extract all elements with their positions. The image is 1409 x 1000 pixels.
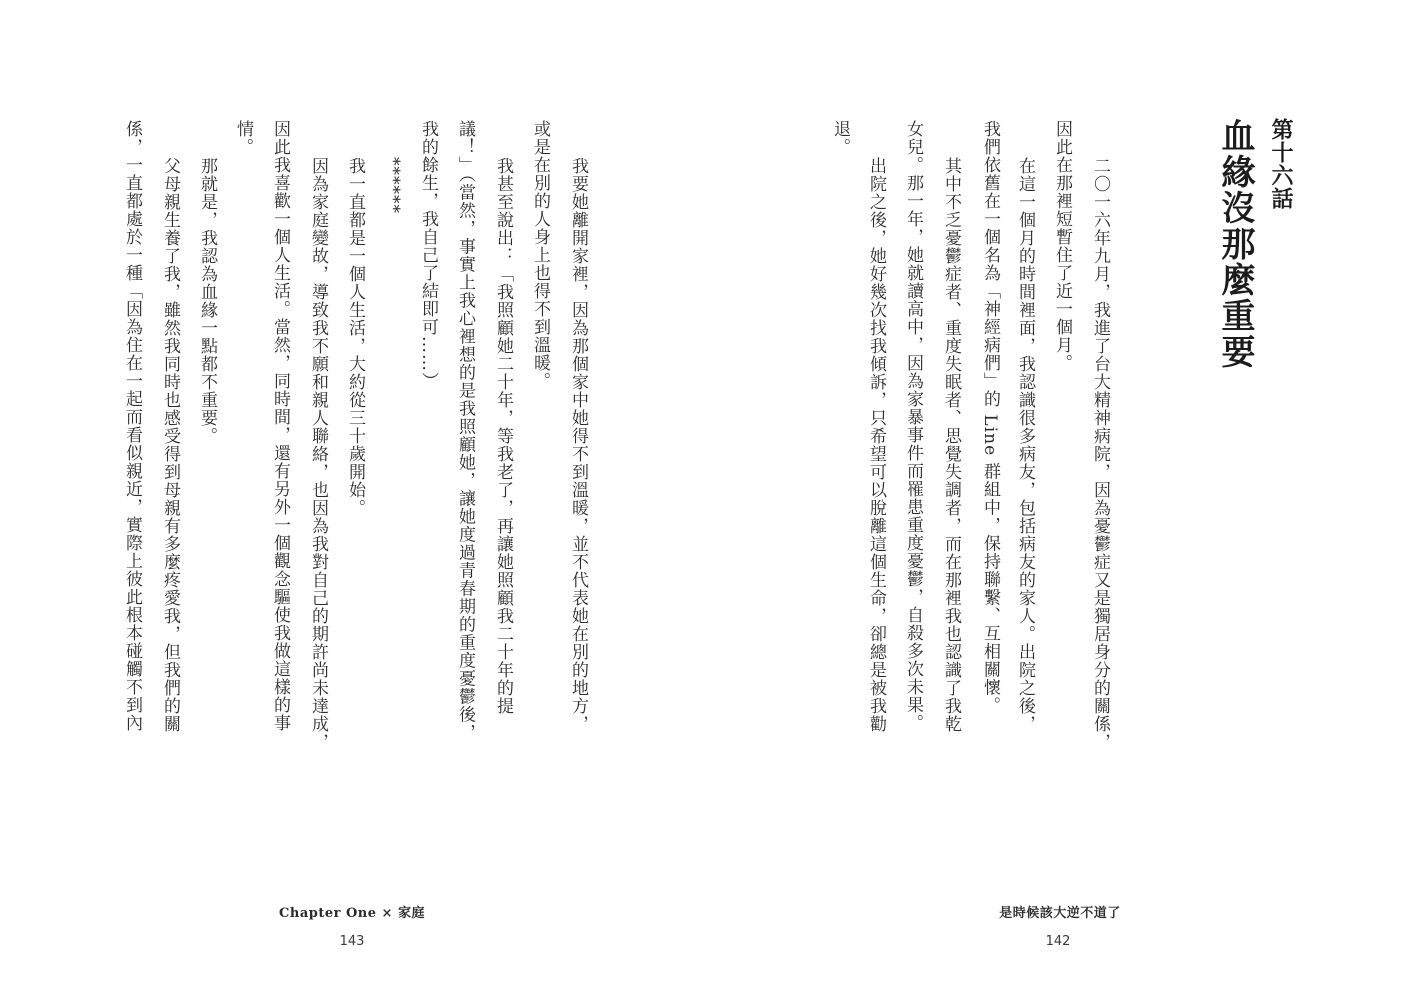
text-column: 因此在那裡短暫住了近一個月。 — [1052, 120, 1072, 372]
chapter-title: 血緣沒那麼重要 — [1215, 118, 1255, 370]
running-title: Chapter One × 家庭 — [279, 906, 425, 921]
left-page — [0, 0, 704, 1000]
text-column: 因此我喜歡一個人生活。當然，同時間，還有另外一個觀念驅使我做這樣的事 — [270, 120, 290, 732]
text-column: 議！」（當然，事實上我心裡想的是我照顧她，讓她度過青春期的重度憂鬱後， — [455, 120, 475, 742]
text-column: 係，一直都處於一種「因為住在一起而看似親近，實際上彼此根本碰觸不到內 — [122, 120, 142, 732]
section-divider: ****** — [383, 157, 403, 214]
text-column: 出院之後，她好幾次找我傾訴，只希望可以脫離這個生命，卻總是被我勸 — [866, 157, 886, 733]
text-column: 我一直都是一個人生活，大約從三十歲開始。 — [345, 157, 365, 517]
text-column: 父母親生養了我，雖然我同時也感受得到母親有多麼疼愛我，但我們的關 — [160, 157, 180, 733]
right-page — [705, 0, 1409, 1000]
text-column: 因為家庭變故，導致我不願和親人聯絡，也因為我對自己的期許尚未達成， — [308, 157, 328, 751]
chapter-number: 第十六話 — [1268, 118, 1293, 210]
text-column: 我要她離開家裡，因為那個家中她得不到溫暖，並不代表她在別的地方， — [568, 157, 588, 733]
text-column: 二〇一六年九月，我進了台大精神病院，因為憂鬱症又是獨居身分的關係， — [1090, 157, 1110, 751]
running-title: 是時候該大逆不道了 — [999, 906, 1121, 921]
text-column: 情。 — [233, 120, 253, 156]
page-number: 143 — [339, 934, 365, 949]
text-column: 或是在別的人身上也得不到溫暖。 — [530, 120, 550, 390]
text-column: 我的餘生，我自己了結即可……） — [418, 120, 438, 390]
page-number: 142 — [1045, 934, 1071, 949]
text-column: 我們依舊在一個名為「神經病們」的 Line 群組中，保持聯繫、互相關懷。 — [980, 120, 1000, 715]
text-column: 女兒。那一年，她就讀高中，因為家暴事件而罹患重度憂鬱，自殺多次未果。 — [903, 120, 923, 732]
text-column: 我甚至說出：「我照顧她二十年，等我老了，再讓她照顧我二十年的提 — [493, 157, 513, 715]
text-column: 其中不乏憂鬱症者、重度失眠者、思覺失調者，而在那裡我也認識了我乾 — [941, 157, 961, 733]
text-column: 退。 — [830, 120, 850, 156]
text-column: 那就是，我認為血緣一點都不重要。 — [197, 157, 217, 445]
text-column: 在這一個月的時間裡面，我認識很多病友，包括病友的家人。出院之後， — [1015, 157, 1035, 733]
